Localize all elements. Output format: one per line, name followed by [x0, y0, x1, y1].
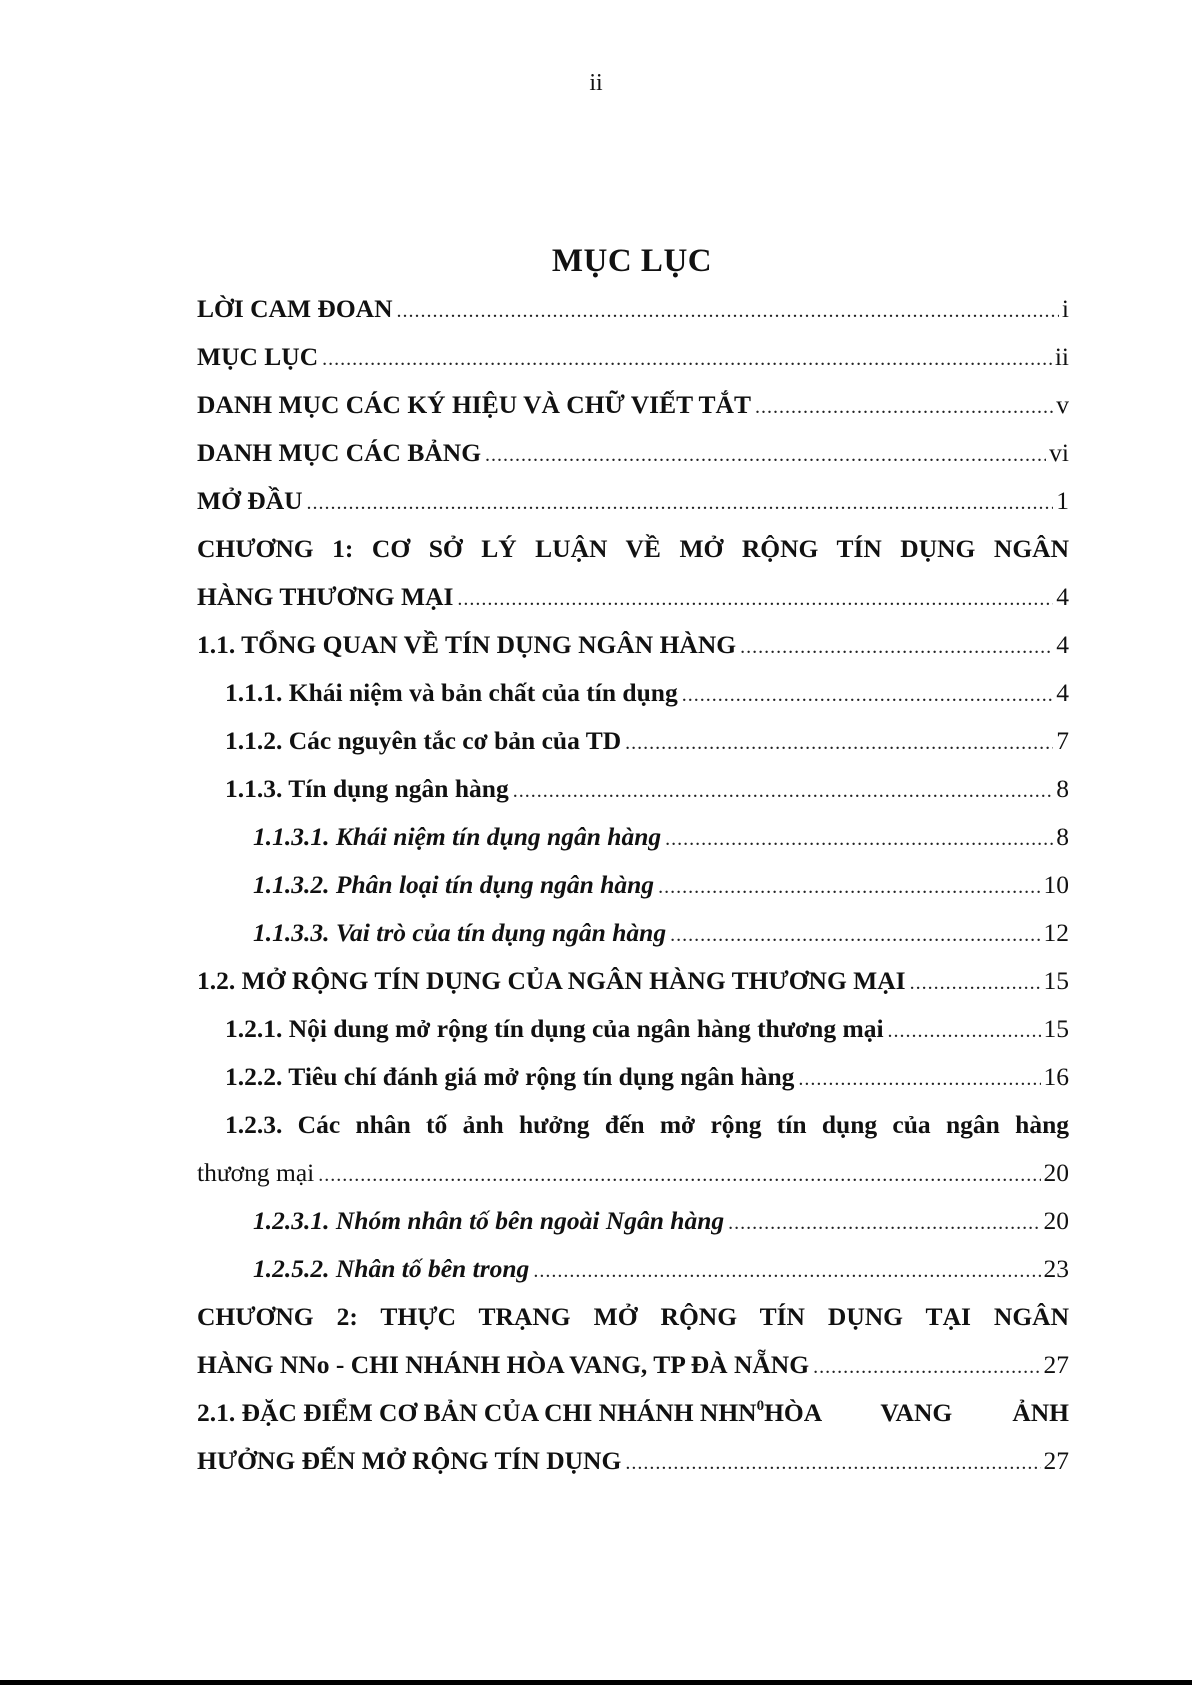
toc-entry[interactable]	[197, 1254, 1069, 1302]
table-of-contents	[197, 294, 1069, 1494]
toc-entry-line2[interactable]	[197, 1350, 1069, 1398]
toc-entry-text: HÀNG NNo - CHI NHÁNH HÒA VANG, TP ĐÀ NẴNG	[197, 1350, 810, 1379]
toc-entry-page: 8	[1056, 774, 1069, 803]
toc-entry-page: 1	[1056, 486, 1069, 515]
toc-entry-text: 1.2.3.1. Nhóm nhân tố bên ngoài Ngân hàng	[253, 1206, 725, 1235]
toc-entry-page: 27	[1043, 1446, 1069, 1475]
toc-entry-text: MỤC LỤC	[197, 342, 319, 371]
toc-entry-text: thương mại	[197, 1158, 315, 1187]
toc-entry[interactable]	[197, 486, 1069, 534]
toc-entry-text: HƯỞNG ĐẾN MỞ RỘNG TÍN DỤNG	[197, 1446, 622, 1475]
toc-entry-page: ii	[1054, 342, 1069, 371]
toc-entry-page: 7	[1056, 726, 1069, 755]
toc-entry-text: 1.2.1. Nội dung mở rộng tín dụng của ngân hàng thương mại	[225, 1014, 884, 1043]
dot-leader	[888, 1020, 1041, 1043]
toc-entry-page: 27	[1043, 1350, 1069, 1379]
toc-entry-line1[interactable]	[197, 1110, 1069, 1158]
toc-entry-page: 4	[1056, 678, 1069, 707]
dot-leader	[485, 444, 1046, 467]
toc-entry[interactable]	[197, 630, 1069, 678]
toc-entry-line2[interactable]	[197, 1158, 1069, 1206]
toc-entry-page: 23	[1043, 1254, 1069, 1283]
toc-entry-page: 8	[1056, 822, 1069, 851]
toc-entry-text: CHƯƠNG 2: THỰC TRẠNG MỞ RỘNG TÍN DỤNG TẠI NGÂN	[197, 1302, 1069, 1331]
toc-entry-text: 1.2.3. Các nhân tố ảnh hưởng đến mở rộng tín dụng của ngân hàng	[225, 1110, 1069, 1139]
toc-entry-page: 4	[1056, 630, 1069, 659]
dot-leader	[658, 876, 1040, 899]
toc-entry-page: v	[1056, 390, 1069, 419]
toc-entry-text-part: 2.1. ĐẶC ĐIỂM CƠ BẢN CỦA CHI NHÁNH NHN	[197, 1398, 757, 1427]
toc-entry-text: HÀNG THƯƠNG MẠI	[197, 582, 454, 611]
toc-entry-text: 1.1.3. Tín dụng ngân hàng	[225, 774, 509, 803]
toc-entry[interactable]	[197, 726, 1069, 774]
toc-entry-page: 16	[1043, 1062, 1069, 1091]
toc-entry-line1[interactable]	[197, 1398, 1069, 1446]
dot-leader	[625, 732, 1053, 755]
toc-entry-text: 1.1.2. Các nguyên tắc cơ bản của TD	[225, 726, 622, 755]
toc-entry-text: CHƯƠNG 1: CƠ SỞ LÝ LUẬN VỀ MỞ RỘNG TÍN DỤNG NGÂN	[197, 534, 1069, 563]
toc-entry-text: DANH MỤC CÁC KÝ HIỆU VÀ CHỮ VIẾT TẮT	[197, 390, 751, 419]
toc-entry-text: 1.1.3.2. Phân loại tín dụng ngân hàng	[253, 870, 655, 899]
toc-entry-text: LỜI CAM ĐOAN	[197, 294, 393, 323]
dot-leader	[665, 828, 1053, 851]
toc-entry[interactable]	[197, 438, 1069, 486]
toc-entry-page: 20	[1043, 1206, 1069, 1235]
dot-leader	[798, 1068, 1040, 1091]
toc-entry-line2[interactable]	[197, 1446, 1069, 1494]
toc-entry[interactable]	[197, 678, 1069, 726]
dot-leader	[457, 588, 1053, 611]
dot-leader	[533, 1260, 1040, 1283]
dot-leader	[513, 780, 1054, 803]
subscript: 0	[756, 1398, 765, 1414]
toc-entry[interactable]	[197, 966, 1069, 1014]
dot-leader	[670, 924, 1040, 947]
toc-entry-text-part: HÒA VANG ẢNH	[764, 1398, 1069, 1427]
toc-entry-page: 15	[1043, 1014, 1069, 1043]
toc-entry[interactable]	[197, 774, 1069, 822]
toc-entry[interactable]	[197, 822, 1069, 870]
dot-leader	[755, 396, 1053, 419]
toc-entry[interactable]	[197, 1206, 1069, 1254]
dot-leader	[682, 684, 1054, 707]
dot-leader	[728, 1212, 1040, 1235]
toc-entry-text: 1.1.1. Khái niệm và bản chất của tín dụng	[225, 678, 678, 707]
dot-leader	[910, 972, 1041, 995]
toc-entry-text: 1.1. TỔNG QUAN VỀ TÍN DỤNG NGÂN HÀNG	[197, 630, 737, 659]
toc-entry-text	[197, 1398, 1069, 1428]
dot-leader	[322, 348, 1052, 371]
toc-entry-text: DANH MỤC CÁC BẢNG	[197, 438, 482, 467]
toc-entry-page: 10	[1043, 870, 1069, 899]
dot-leader	[813, 1356, 1040, 1379]
dot-leader	[740, 636, 1053, 659]
toc-entry-text: 1.1.3.1. Khái niệm tín dụng ngân hàng	[253, 822, 662, 851]
toc-entry-page: i	[1061, 294, 1069, 323]
toc-entry[interactable]	[197, 1062, 1069, 1110]
dot-leader	[397, 300, 1059, 323]
toc-entry-text: 1.2.5.2. Nhân tố bên trong	[253, 1254, 530, 1283]
toc-entry-line1[interactable]	[197, 1302, 1069, 1350]
toc-entry[interactable]	[197, 918, 1069, 966]
toc-entry[interactable]	[197, 390, 1069, 438]
toc-entry[interactable]	[197, 342, 1069, 390]
page-number: ii	[589, 70, 603, 96]
toc-entry-line1[interactable]	[197, 534, 1069, 582]
toc-entry-text: 1.2. MỞ RỘNG TÍN DỤNG CỦA NGÂN HÀNG THƯƠNG MẠI	[197, 966, 906, 995]
toc-entry-text: 1.2.2. Tiêu chí đánh giá mở rộng tín dụng ngân hàng	[225, 1062, 795, 1091]
toc-entry[interactable]	[197, 294, 1069, 342]
toc-entry-line2[interactable]	[197, 582, 1069, 630]
toc-entry-page: 12	[1043, 918, 1069, 947]
dot-leader	[318, 1164, 1040, 1187]
toc-entry-page: 4	[1056, 582, 1069, 611]
toc-entry-page: 15	[1043, 966, 1069, 995]
dot-leader	[307, 492, 1054, 515]
toc-title: MỤC LỤC	[551, 243, 713, 279]
toc-entry-page: 20	[1043, 1158, 1069, 1187]
dot-leader	[625, 1452, 1040, 1475]
toc-entry-text: MỞ ĐẦU	[197, 486, 303, 515]
bottom-border	[0, 1680, 1192, 1685]
toc-entry-page: vi	[1049, 438, 1069, 467]
toc-entry[interactable]	[197, 1014, 1069, 1062]
toc-entry[interactable]	[197, 870, 1069, 918]
toc-entry-text: 1.1.3.3. Vai trò của tín dụng ngân hàng	[253, 918, 667, 947]
